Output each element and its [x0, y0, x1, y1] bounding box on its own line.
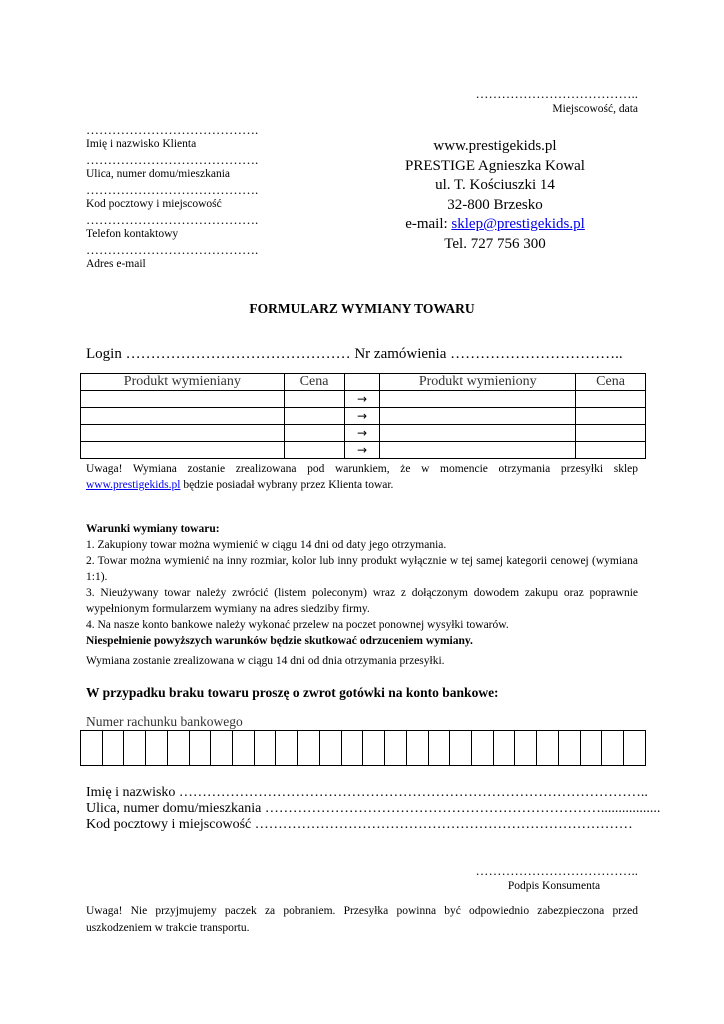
login-order-line[interactable]: Login ……………………………………… Nr zamówienia ……………………………..: [86, 346, 623, 362]
exchange-conditions: [86, 521, 638, 649]
customer-email-dots[interactable]: ………………………………….: [86, 242, 259, 257]
arrow-right-icon: →: [344, 408, 380, 425]
account-digit-box[interactable]: [233, 731, 255, 766]
arrow-right-icon: →: [344, 442, 380, 459]
account-digit-box[interactable]: [124, 731, 146, 766]
customer-name-dots[interactable]: ………………………………….: [86, 122, 259, 137]
account-digit-box[interactable]: [558, 731, 580, 766]
account-number-boxes: [80, 730, 646, 766]
requested-price-cell[interactable]: [576, 408, 646, 425]
account-digit-box[interactable]: [102, 731, 124, 766]
account-digit-box[interactable]: [319, 731, 341, 766]
returned-price-cell[interactable]: [284, 391, 344, 408]
customer-field-email: [86, 242, 316, 272]
header-product-returned: Produkt wymieniany: [81, 374, 285, 391]
owner-name-line[interactable]: Imię i nazwisko ………………………………………………………………………………………..: [86, 785, 648, 800]
company-email-link[interactable]: sklep@prestigekids.pl: [451, 216, 585, 232]
returned-product-cell[interactable]: [81, 425, 285, 442]
customer-postal-dots[interactable]: ………………………………….: [86, 182, 259, 197]
table-row: [81, 442, 646, 459]
customer-phone-dots[interactable]: ………………………………….: [86, 212, 259, 227]
company-phone: Tel. 727 756 300: [444, 235, 546, 252]
condition-item-3: 3. Nieużywany towar należy zwrócić (listem poleconym) wraz z dołączonym dowodem zakupu oraz poprawnie wypełnionym formularzem wymiany na adres siedziby firmy.: [86, 587, 638, 615]
table-row: [81, 391, 646, 408]
customer-fields: [86, 122, 316, 272]
account-boxes-row: [81, 731, 646, 766]
condition-item-4: 4. Na nasze konto bankowe należy wykonać przelew na poczet ponownej wysyłki towarów.: [86, 619, 509, 631]
account-digit-box[interactable]: [623, 731, 645, 766]
company-email-prefix: e-mail:: [405, 216, 452, 232]
header-price-requested: Cena: [576, 374, 646, 391]
account-digit-box[interactable]: [471, 731, 493, 766]
account-digit-box[interactable]: [450, 731, 472, 766]
company-email-line: [390, 215, 600, 235]
account-digit-box[interactable]: [211, 731, 233, 766]
header-price-returned: Cena: [284, 374, 344, 391]
account-digit-box[interactable]: [602, 731, 624, 766]
account-digit-box[interactable]: [385, 731, 407, 766]
notice-text-2: będzie posiadał wybrany przez Klienta towar.: [180, 479, 394, 491]
account-digit-box[interactable]: [81, 731, 103, 766]
returned-price-cell[interactable]: [284, 442, 344, 459]
company-name: PRESTIGE Agnieszka Kowal: [405, 157, 585, 174]
conditions-warning: Niespełnienie powyższych warunków będzie skutkować odrzuceniem wymiany.: [86, 635, 473, 647]
account-digit-box[interactable]: [493, 731, 515, 766]
notice-website-link[interactable]: www.prestigekids.pl: [86, 479, 181, 491]
account-digit-box[interactable]: [341, 731, 363, 766]
form-title-wrap: [86, 301, 638, 317]
requested-price-cell[interactable]: [576, 442, 646, 459]
requested-price-cell[interactable]: [576, 425, 646, 442]
customer-street-label: Ulica, numer domu/mieszkania: [86, 168, 231, 180]
returned-price-cell[interactable]: [284, 425, 344, 442]
account-digit-box[interactable]: [167, 731, 189, 766]
account-digit-box[interactable]: [146, 731, 168, 766]
arrow-right-icon: →: [344, 425, 380, 442]
returned-product-cell[interactable]: [81, 408, 285, 425]
customer-field-postal: [86, 182, 316, 212]
customer-field-street: [86, 152, 316, 182]
refund-heading: W przypadku braku towaru proszę o zwrot gotówki na konto bankowe:: [86, 685, 499, 700]
owner-street-line[interactable]: Ulica, numer domu/mieszkania ……………………………………………………………….................: [86, 801, 661, 816]
place-date-label: Miejscowość, data: [552, 103, 638, 115]
account-owner-fields: [86, 785, 661, 833]
notice-text-1: Uwaga! Wymiana zostanie zrealizowana pod warunkiem, że w momencie otrzymania przesyłki sklep: [86, 463, 638, 475]
signature-label: Podpis Konsumenta: [507, 880, 601, 892]
account-digit-box[interactable]: [537, 731, 559, 766]
requested-product-cell[interactable]: [380, 391, 576, 408]
footer-note: Uwaga! Nie przyjmujemy paczek za pobraniem. Przesyłka powinna być odpowiednio zabezpieczona przed uszkodzeniem w trakcie transportu.: [86, 905, 638, 934]
requested-product-cell[interactable]: [380, 425, 576, 442]
place-date-dots[interactable]: ………………………………..: [475, 86, 638, 101]
customer-postal-label: Kod pocztowy i miejscowość: [86, 198, 222, 210]
signature-dots[interactable]: ………………………………..: [475, 863, 638, 878]
company-street: ul. T. Kościuszki 14: [435, 177, 555, 193]
table-row: [81, 425, 646, 442]
account-number-label: Numer rachunku bankowego: [86, 714, 243, 729]
account-digit-box[interactable]: [276, 731, 298, 766]
returned-product-cell[interactable]: [81, 391, 285, 408]
returned-product-cell[interactable]: [81, 442, 285, 459]
customer-phone-label: Telefon kontaktowy: [86, 228, 179, 240]
account-digit-box[interactable]: [189, 731, 211, 766]
requested-product-cell[interactable]: [380, 408, 576, 425]
signature-block: [430, 863, 638, 892]
owner-postal-line[interactable]: Kod pocztowy i miejscowość ………………………………………………………………………: [86, 817, 633, 832]
company-website: www.prestigekids.pl: [433, 138, 557, 154]
returned-price-cell[interactable]: [284, 408, 344, 425]
header-arrow-column: [344, 374, 380, 391]
exchange-table-header: [81, 374, 646, 391]
customer-name-label: Imię i nazwisko Klienta: [86, 138, 197, 150]
customer-email-label: Adres e-mail: [86, 258, 146, 270]
account-digit-box[interactable]: [406, 731, 428, 766]
exchange-table: [80, 373, 646, 459]
customer-street-dots[interactable]: ………………………………….: [86, 152, 259, 167]
table-row: [81, 408, 646, 425]
realization-note: Wymiana zostanie zrealizowana w ciągu 14 dni od dnia otrzymania przesyłki.: [86, 655, 445, 667]
account-digit-box[interactable]: [428, 731, 450, 766]
header-product-requested: Produkt wymieniony: [380, 374, 576, 391]
customer-field-phone: [86, 212, 316, 242]
company-info: [390, 137, 600, 254]
account-digit-box[interactable]: [298, 731, 320, 766]
account-digit-box[interactable]: [580, 731, 602, 766]
form-title: FORMULARZ WYMIANY TOWARU: [249, 301, 475, 316]
conditions-heading: Warunki wymiany towaru:: [86, 523, 220, 535]
condition-item-1: 1. Zakupiony towar można wymienić w ciągu 14 dni od daty jego otrzymania.: [86, 539, 447, 551]
condition-item-2: 2. Towar można wymienić na inny rozmiar, kolor lub inny produkt wyłącznie w tej samej kategorii cenowej (wymiana 1:1).: [86, 555, 638, 583]
requested-product-cell[interactable]: [380, 442, 576, 459]
arrow-right-icon: →: [344, 391, 380, 408]
requested-price-cell[interactable]: [576, 391, 646, 408]
availability-notice: [86, 461, 638, 493]
company-city: 32-800 Brzesko: [447, 196, 543, 213]
account-digit-box[interactable]: [515, 731, 537, 766]
account-digit-box[interactable]: [254, 731, 276, 766]
place-date-block: [430, 86, 638, 115]
account-digit-box[interactable]: [363, 731, 385, 766]
customer-field-name: [86, 122, 316, 152]
